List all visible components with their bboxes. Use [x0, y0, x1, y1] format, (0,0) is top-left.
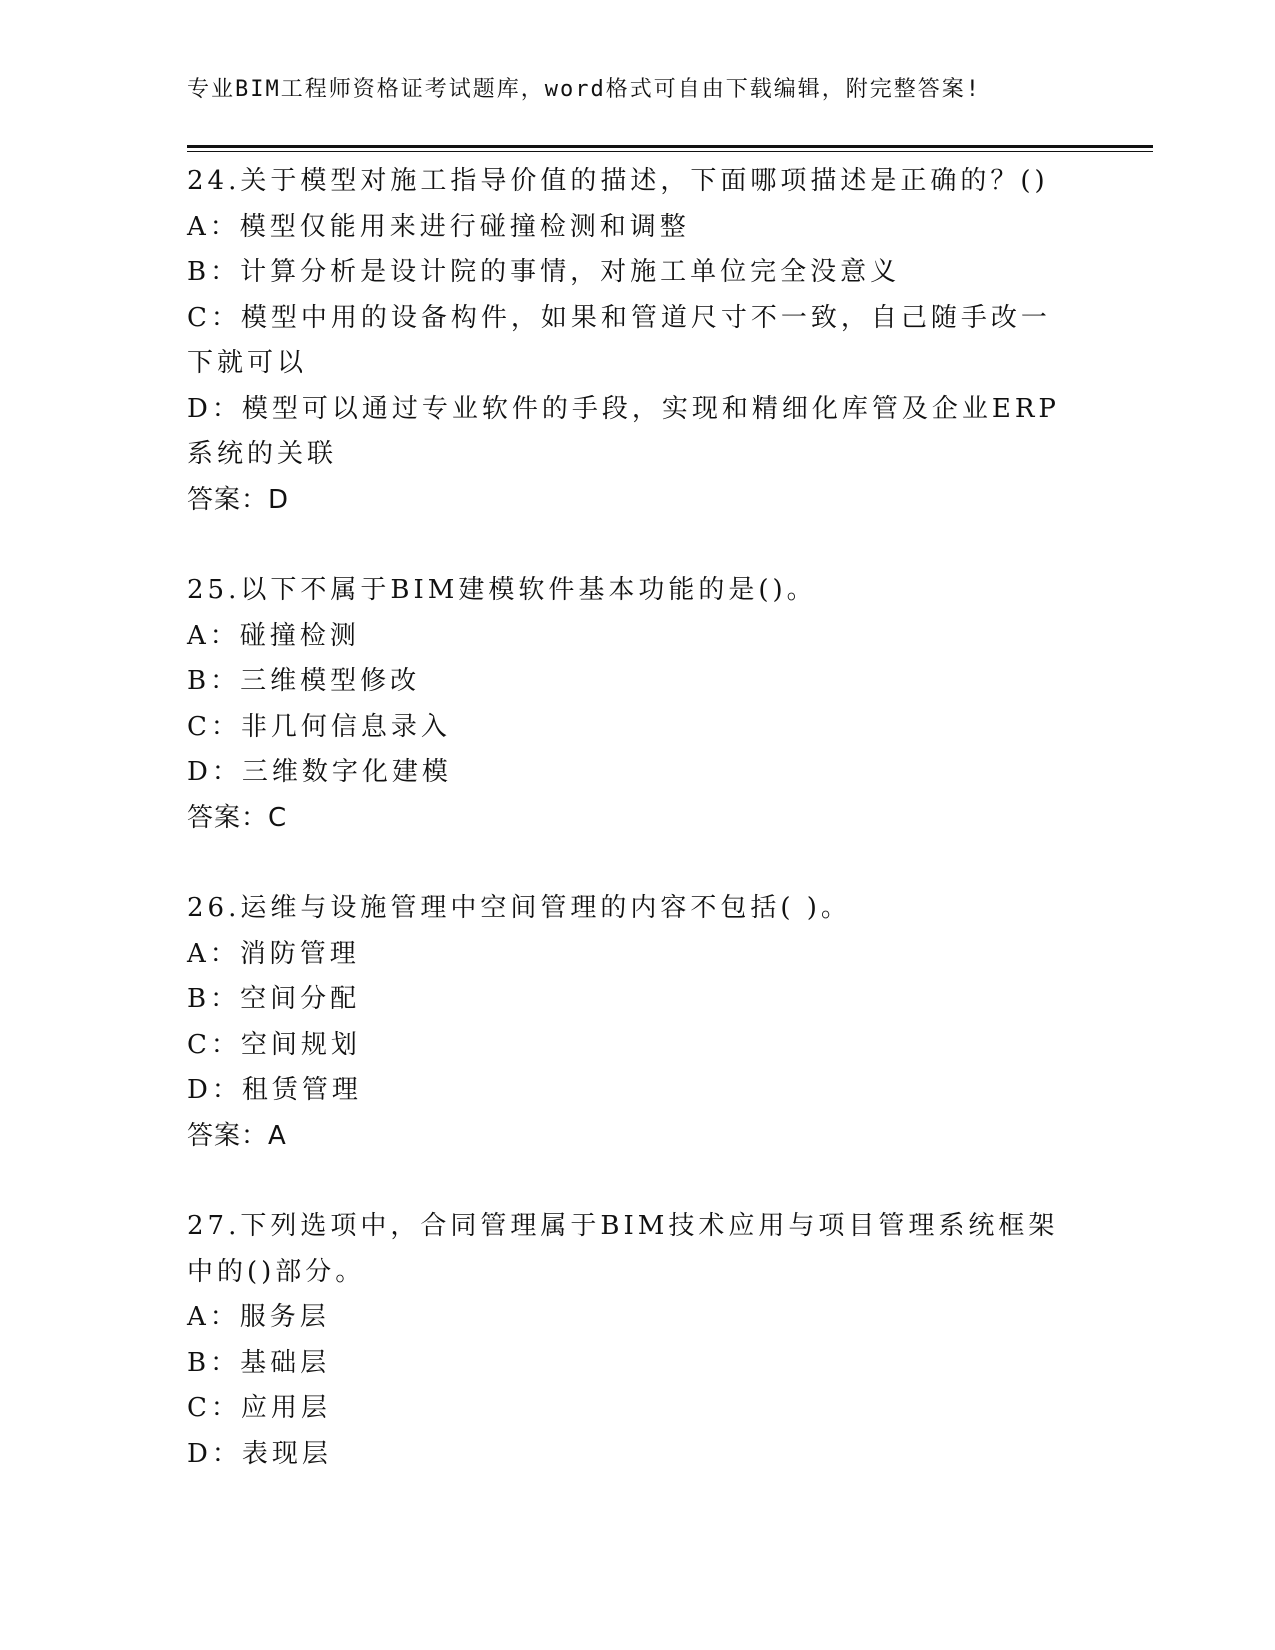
question-26: [187, 886, 1067, 1159]
option-a: A：模型仅能用来进行碰撞检测和调整: [187, 211, 690, 242]
page-header: 专业BIM工程师资格证考试题库，word格式可自由下载编辑，附完整答案!: [187, 77, 981, 102]
answer: 答案：A: [187, 1120, 287, 1151]
question-27: [187, 1204, 1067, 1477]
option-d: D：租赁管理: [187, 1075, 362, 1105]
question-25: [187, 568, 1067, 841]
header-rule-thin: [187, 151, 1153, 152]
option-d: D：表现层: [187, 1438, 332, 1469]
option-a: A：服务层: [187, 1302, 330, 1332]
option-c: C：空间规划: [187, 1029, 361, 1060]
header-rule-thick: [187, 145, 1153, 148]
answer: 答案：D: [187, 484, 290, 515]
question-24: [187, 159, 1067, 523]
question-stem: 26.运维与设施管理中空间管理的内容不包括( )。: [187, 893, 851, 923]
question-stem: 27.下列选项中，合同管理属于BIM技术应用与项目管理系统框架中的()部分。: [187, 1211, 1059, 1287]
option-c: C：模型中用的设备构件，如果和管道尺寸不一致，自己随手改一下就可以: [187, 302, 1051, 378]
question-stem: 25.以下不属于BIM建模软件基本功能的是()。: [187, 575, 817, 605]
option-d: D：模型可以通过专业软件的手段，实现和精细化库管及企业ERP系统的关联: [187, 393, 1060, 469]
option-c: C：应用层: [187, 1393, 331, 1423]
option-a: A：消防管理: [187, 938, 360, 969]
option-b: B：三维模型修改: [187, 666, 421, 696]
option-b: B：基础层: [187, 1347, 331, 1378]
option-b: B：计算分析是设计院的事情，对施工单位完全没意义: [187, 257, 901, 287]
option-a: A：碰撞检测: [187, 620, 360, 651]
option-b: B：空间分配: [187, 984, 361, 1014]
option-c: C：非几何信息录入: [187, 711, 451, 742]
option-d: D：三维数字化建模: [187, 757, 452, 787]
question-stem: 24.关于模型对施工指导价值的描述，下面哪项描述是正确的？(): [187, 166, 1049, 196]
answer: 答案：C: [187, 802, 288, 833]
question-list: [187, 159, 1067, 1522]
